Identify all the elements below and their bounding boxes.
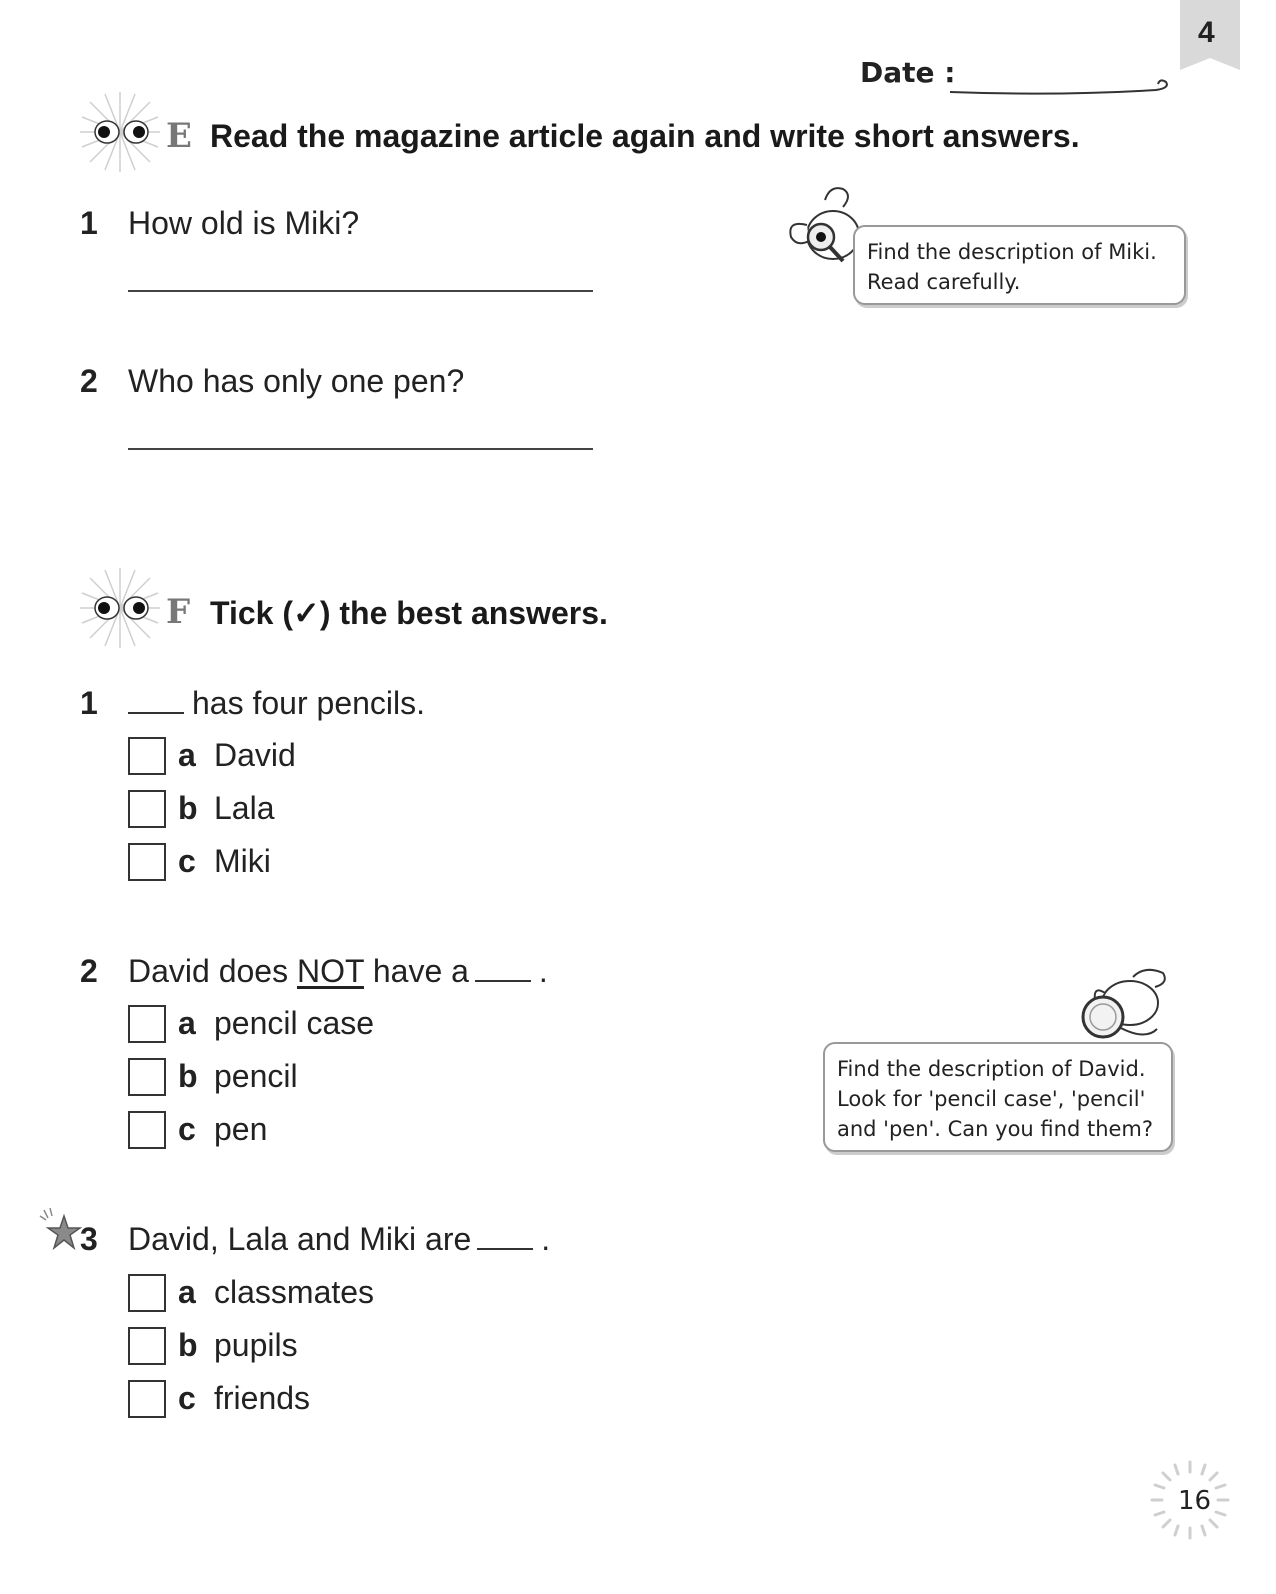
question-text: David does xyxy=(128,953,297,989)
date-answer-line[interactable] xyxy=(948,72,1178,102)
section-f-q3-number: 3 xyxy=(80,1221,98,1257)
tick-checkbox[interactable] xyxy=(128,1005,166,1043)
option-text: Miki xyxy=(214,843,271,879)
option-letter: c xyxy=(178,843,196,879)
option-letter: b xyxy=(178,790,198,826)
option-text: David xyxy=(214,737,296,773)
emphasis-not: NOT xyxy=(296,953,364,989)
tick-checkbox[interactable] xyxy=(128,1327,166,1365)
option-letter: a xyxy=(178,737,196,773)
question-text: David, Lala and Miki are xyxy=(128,1221,472,1257)
section-f-title: Tick (✓) the best answers. xyxy=(210,595,608,631)
question-text: has four pencils. xyxy=(192,685,426,721)
option-text: pencil case xyxy=(214,1005,375,1041)
hint-line: Read carefully. xyxy=(867,270,1021,294)
tick-checkbox[interactable] xyxy=(128,737,166,775)
eyes-icon xyxy=(80,92,160,172)
option-text: pencil xyxy=(214,1058,298,1094)
option-letter: c xyxy=(178,1380,196,1416)
section-e-q1-answer-line[interactable] xyxy=(128,290,593,292)
section-e-q2-number: 2 xyxy=(80,363,98,399)
page-number: 16 xyxy=(1178,1486,1212,1516)
miki-hint-box xyxy=(853,225,1186,305)
section-e-q1-number: 1 xyxy=(80,205,98,241)
hint-line: Find the description of David. xyxy=(837,1057,1146,1081)
hint-line: Look for 'pencil case', 'pencil' xyxy=(837,1087,1146,1111)
section-f-q1-number: 1 xyxy=(80,685,98,721)
section-f-q2-text xyxy=(128,953,548,990)
section-e-letter: E xyxy=(166,116,192,156)
hint-line: Find the description of Miki. xyxy=(867,240,1157,264)
section-f-letter: F xyxy=(166,592,191,632)
hint-line: and 'pen'. Can you find them? xyxy=(837,1117,1154,1141)
section-e-q2-text: Who has only one pen? xyxy=(128,363,465,399)
option-letter: a xyxy=(178,1274,196,1310)
option-text: pupils xyxy=(214,1327,298,1363)
section-e-q2-answer-line[interactable] xyxy=(128,448,593,450)
option-text: classmates xyxy=(214,1274,375,1310)
david-hint-box xyxy=(823,1042,1173,1152)
section-f-q1-text xyxy=(128,685,425,722)
section-f-q3-text xyxy=(128,1221,550,1258)
question-text: have a xyxy=(363,953,469,989)
answer-blank[interactable] xyxy=(128,688,184,714)
tick-checkbox[interactable] xyxy=(128,1274,166,1312)
tick-checkbox[interactable] xyxy=(128,1111,166,1149)
answer-blank[interactable] xyxy=(475,956,531,982)
section-f-q2-number: 2 xyxy=(80,953,98,989)
option-text: friends xyxy=(214,1380,311,1416)
challenge-star-icon xyxy=(38,1208,82,1252)
tick-checkbox[interactable] xyxy=(128,1380,166,1418)
puppy-magnifier-icon xyxy=(1075,965,1170,1045)
tick-checkbox[interactable] xyxy=(128,843,166,881)
date-label: Date : xyxy=(860,56,956,89)
tick-checkbox[interactable] xyxy=(128,1058,166,1096)
option-letter: b xyxy=(178,1327,198,1363)
question-end: . xyxy=(538,953,548,989)
section-e-q1-text: How old is Miki? xyxy=(128,205,360,241)
chapter-number: 4 xyxy=(1198,16,1215,49)
option-letter: c xyxy=(178,1111,196,1147)
eyes-icon xyxy=(80,568,160,648)
tick-checkbox[interactable] xyxy=(128,790,166,828)
answer-blank[interactable] xyxy=(477,1224,533,1250)
option-letter: a xyxy=(178,1005,196,1041)
question-end: . xyxy=(541,1221,551,1257)
option-text: pen xyxy=(214,1111,268,1147)
section-e-title: Read the magazine article again and write short answers. xyxy=(210,118,1080,154)
option-text: Lala xyxy=(214,790,275,826)
option-letter: b xyxy=(178,1058,198,1094)
